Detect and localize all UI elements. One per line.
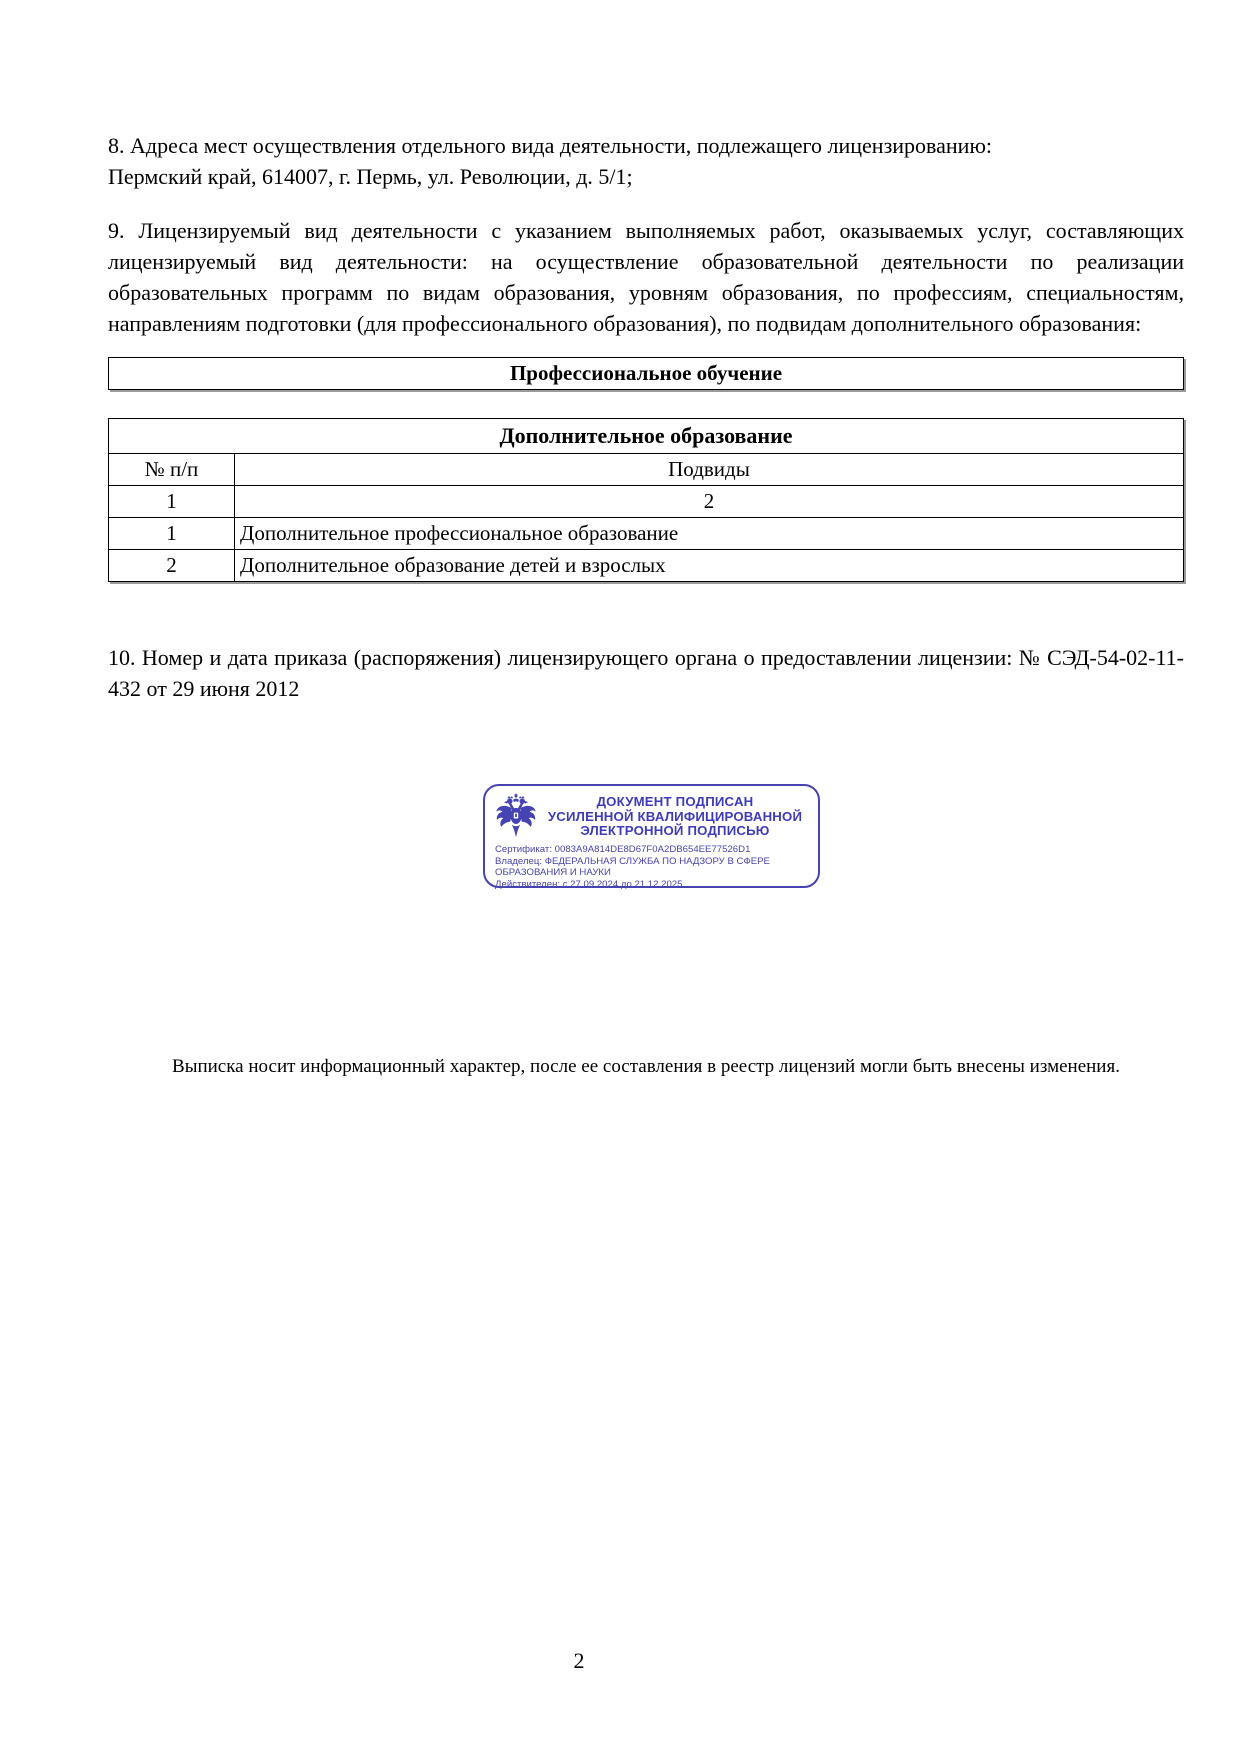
row-num: 1 [109,518,235,550]
table-index-row [109,486,1184,518]
stamp-owner: Владелец: ФЕДЕРАЛЬНАЯ СЛУЖБА ПО НАДЗОРУ В СФЕРЕ ОБРАЗОВАНИЯ И НАУКИ [495,855,770,879]
stamp-validity: Действителен: с 27.09.2024 до 21.12.2025 [495,878,683,890]
footer-disclaimer: Выписка носит информационный характер, после ее составления в реестр лицензий могли быть внесены изменения. [172,1056,1120,1077]
table-header-row [109,454,1184,486]
row-subtype: Дополнительное профессиональное образование [235,518,1184,550]
professional-training-title: Профессиональное обучение [109,358,1184,390]
row-subtype: Дополнительное образование детей и взрослых [235,550,1184,582]
index-cell-1: 1 [109,486,235,518]
digital-signature-stamp [483,784,820,888]
stamp-details [495,844,818,890]
stamp-certificate: Сертификат: 0083A9A814DE8D67F0A2DB654EE77526D1 [495,844,751,855]
section-9-paragraph: 9. Лицензируемый вид деятельности с указанием выполняемых работ, оказываемых услуг, составляющих лицензируемый вид деятельности: на осуществление образовательной деятельности по реализации образовательных программ по видам образования, уровням образования, по профессиям, специальностям, направлениям подготовки (для профессионального образования), по подвидам дополнительного образования: [108,218,1184,336]
section-8-line2: Пермский край, 614007, г. Пермь, ул. Революции, д. 5/1; [108,164,633,189]
page-number: 2 [573,1648,585,1673]
stamp-title-line3: ЭЛЕКТРОННОЙ ПОДПИСЬЮ [580,823,770,839]
row-num: 2 [109,550,235,582]
stamp-header [485,792,818,842]
section-8-paragraph [108,130,1184,192]
column-header-num: № п/п [109,454,235,486]
stamp-title [538,795,818,838]
index-cell-2: 2 [235,486,1184,518]
professional-training-table [108,357,1184,390]
stamp-title-line2: УСИЛЕННОЙ КВАЛИФИЦИРОВАННОЙ [547,808,803,824]
table-row [109,518,1184,550]
coat-of-arms-eagle-icon [494,792,538,842]
document-content [108,0,1184,704]
stamp-title-line1: ДОКУМЕНТ ПОДПИСАН [596,794,754,810]
table-row [109,358,1184,390]
table-row [109,550,1184,582]
table-title-row [109,419,1184,454]
column-header-subtypes: Подвиды [235,454,1184,486]
section-8-line1: 8. Адреса мест осуществления отдельного вида деятельности, подлежащего лицензированию: [108,133,992,158]
additional-education-table [108,418,1184,582]
additional-education-title: Дополнительное образование [109,419,1184,454]
section-10-paragraph: 10. Номер и дата приказа (распоряжения) лицензирующего органа о предоставлении лицензии: № СЭД-54-02-11-432 от 29 июня 2012 [108,645,1184,701]
